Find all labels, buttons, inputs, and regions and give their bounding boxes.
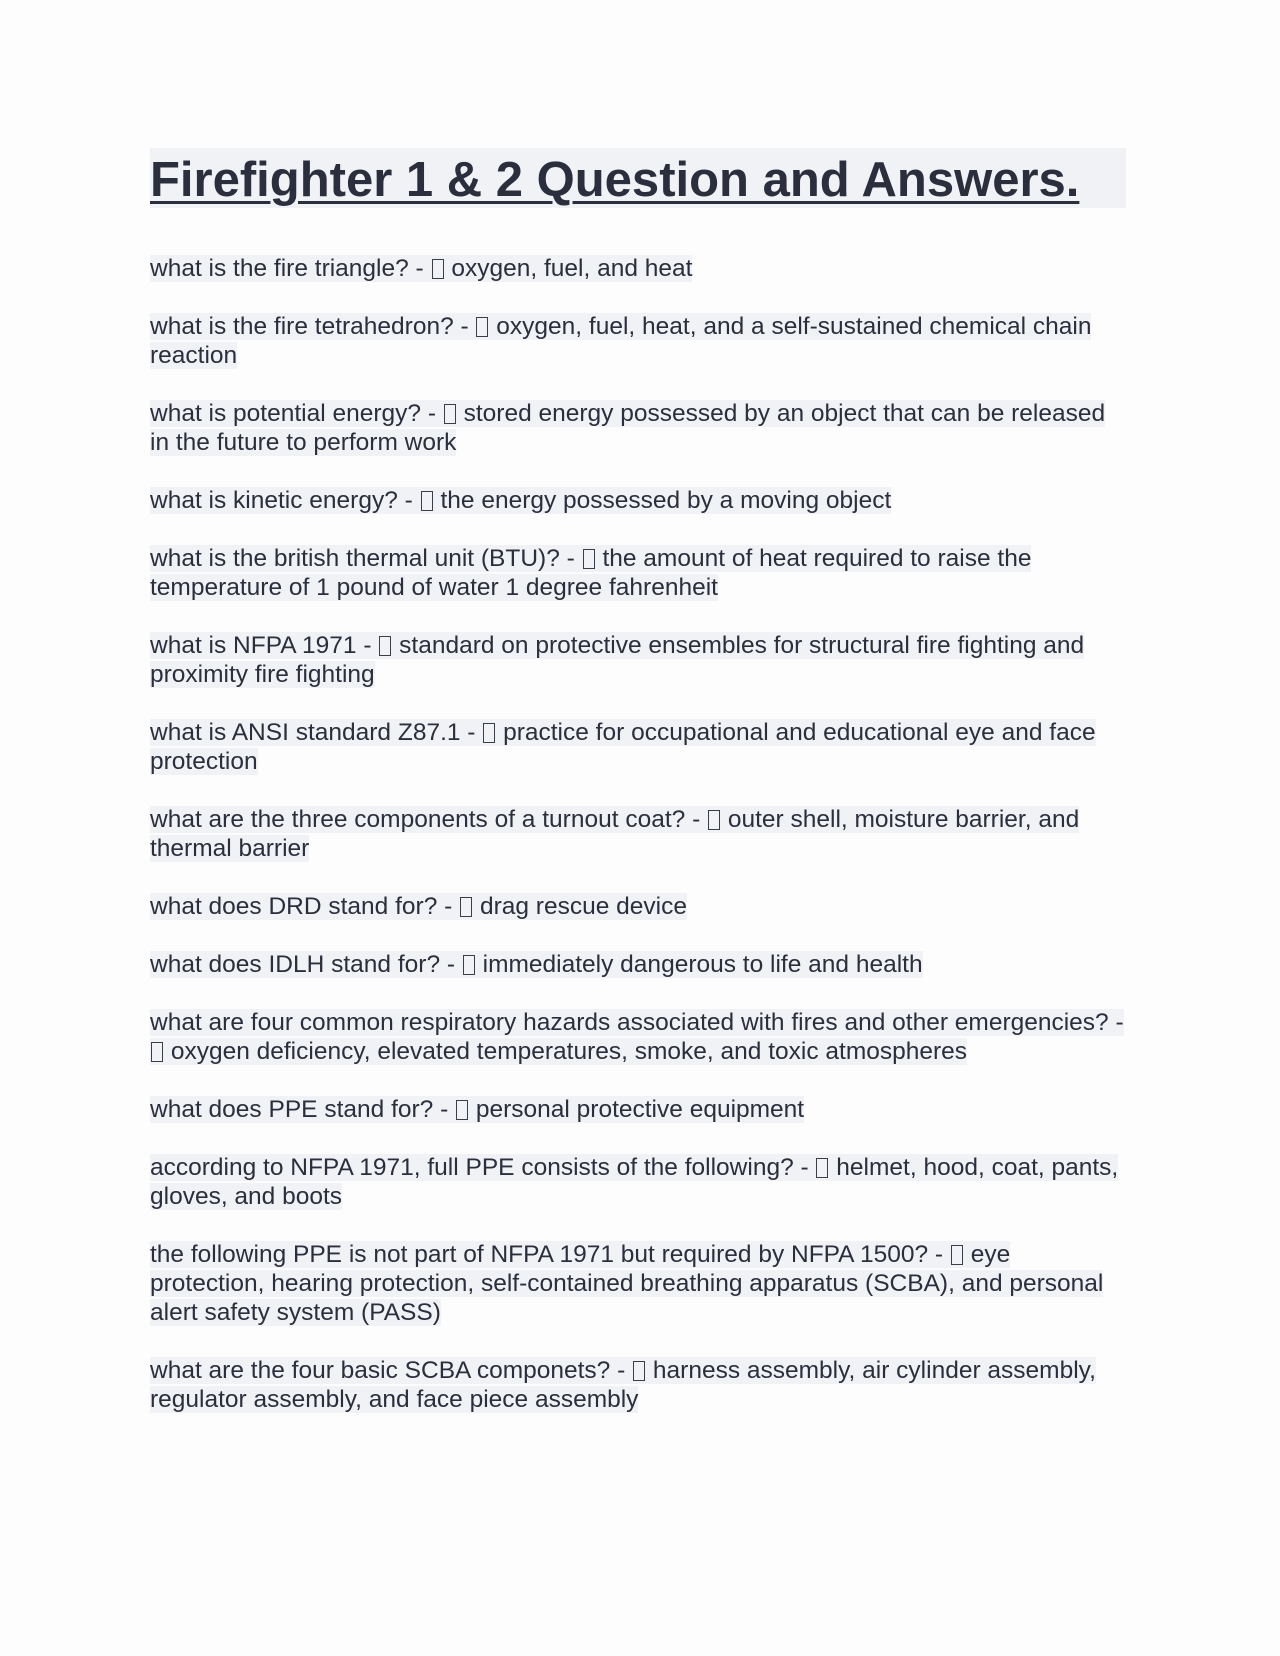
answer-text: oxygen, fuel, heat, and a self-sustained chemical chain reaction — [150, 313, 1092, 369]
qa-item — [150, 1095, 1130, 1124]
separator: - — [1108, 1009, 1124, 1036]
missing-glyph-icon — [583, 549, 595, 569]
missing-glyph-icon — [444, 404, 456, 424]
separator: - — [397, 487, 420, 514]
question-text: what are four common respiratory hazards associated with fires and other emergencies? — [150, 1009, 1109, 1036]
missing-glyph-icon — [463, 955, 475, 975]
answer-text: the amount of heat required to raise the temperature of 1 pound of water 1 degree fahrenheit — [150, 545, 1032, 601]
missing-glyph-icon — [432, 259, 444, 279]
separator: - — [433, 1096, 456, 1123]
missing-glyph-icon — [379, 636, 391, 656]
missing-glyph-icon — [476, 317, 488, 337]
answer-text: helmet, hood, coat, pants, gloves, and boots — [150, 1154, 1119, 1210]
qa-item — [150, 892, 1130, 921]
missing-glyph-icon — [421, 491, 433, 511]
separator: - — [793, 1154, 816, 1181]
qa-item — [150, 1153, 1130, 1211]
qa-list — [150, 254, 1130, 1443]
answer-text: eye protection, hearing protection, self-contained breathing apparatus (SCBA), and personal alert safety system (PASS) — [150, 1241, 1104, 1326]
question-text: what are the three components of a turnout coat? — [150, 806, 686, 833]
separator: - — [460, 719, 483, 746]
question-text: according to NFPA 1971, full PPE consists of the following? — [150, 1154, 794, 1181]
separator: - — [610, 1357, 633, 1384]
separator: - — [928, 1241, 950, 1268]
separator: - — [408, 255, 431, 282]
question-text: what does PPE stand for? — [150, 1096, 434, 1123]
qa-item — [150, 254, 1130, 283]
question-text: what is the fire tetrahedron? — [150, 313, 454, 340]
separator: - — [559, 545, 582, 572]
qa-item — [150, 544, 1130, 602]
question-text: what is the british thermal unit (BTU)? — [150, 545, 560, 572]
qa-item — [150, 805, 1130, 863]
question-text: what does DRD stand for? — [150, 893, 438, 920]
title-highlight — [150, 148, 1126, 208]
question-text: what are the four basic SCBA componets? — [150, 1357, 611, 1384]
missing-glyph-icon — [483, 723, 495, 743]
separator: - — [453, 313, 476, 340]
question-text: what is ANSI standard Z87.1 — [150, 719, 461, 746]
qa-item — [150, 1008, 1130, 1066]
question-text: what is the fire triangle? — [150, 255, 409, 282]
document-title: Firefighter 1 & 2 Question and Answers. — [150, 153, 1080, 207]
missing-glyph-icon — [816, 1158, 828, 1178]
answer-text: practice for occupational and educational eye and face protection — [150, 719, 1096, 775]
qa-item — [150, 1356, 1130, 1414]
answer-text: drag rescue device — [479, 893, 687, 920]
qa-item — [150, 950, 1130, 979]
qa-item — [150, 1240, 1130, 1327]
answer-text: standard on protective ensembles for structural fire fighting and proximity fire fighting — [150, 632, 1085, 688]
answer-text: personal protective equipment — [475, 1096, 805, 1123]
question-text: the following PPE is not part of NFPA 1971 but required by NFPA 1500? — [150, 1241, 929, 1268]
separator: - — [356, 632, 379, 659]
answer-text: oxygen deficiency, elevated temperatures, smoke, and toxic atmospheres — [170, 1038, 968, 1065]
missing-glyph-icon — [708, 810, 720, 830]
qa-item — [150, 399, 1130, 457]
qa-item — [150, 718, 1130, 776]
answer-text: stored energy possessed by an object that can be released in the future to perform work — [150, 400, 1106, 456]
question-text: what is potential energy? — [150, 400, 422, 427]
answer-text: oxygen, fuel, and heat — [451, 255, 693, 282]
separator: - — [437, 893, 460, 920]
question-text: what is NFPA 1971 — [150, 632, 357, 659]
answer-text: outer shell, moisture barrier, and thermal barrier — [150, 806, 1080, 862]
missing-glyph-icon — [633, 1361, 645, 1381]
answer-text: the energy possessed by a moving object — [440, 487, 892, 514]
missing-glyph-icon — [151, 1042, 163, 1062]
qa-item — [150, 312, 1130, 370]
missing-glyph-icon — [456, 1100, 468, 1120]
qa-item — [150, 486, 1130, 515]
missing-glyph-icon — [460, 897, 472, 917]
separator: - — [421, 400, 443, 427]
question-text: what is kinetic energy? — [150, 487, 398, 514]
question-text: what does IDLH stand for? — [150, 951, 441, 978]
answer-text: immediately dangerous to life and health — [482, 951, 923, 978]
separator: - — [440, 951, 462, 978]
missing-glyph-icon — [951, 1245, 963, 1265]
qa-item — [150, 631, 1130, 689]
answer-text: harness assembly, air cylinder assembly, regulator assembly, and face piece assembly — [150, 1357, 1096, 1413]
separator: - — [685, 806, 708, 833]
